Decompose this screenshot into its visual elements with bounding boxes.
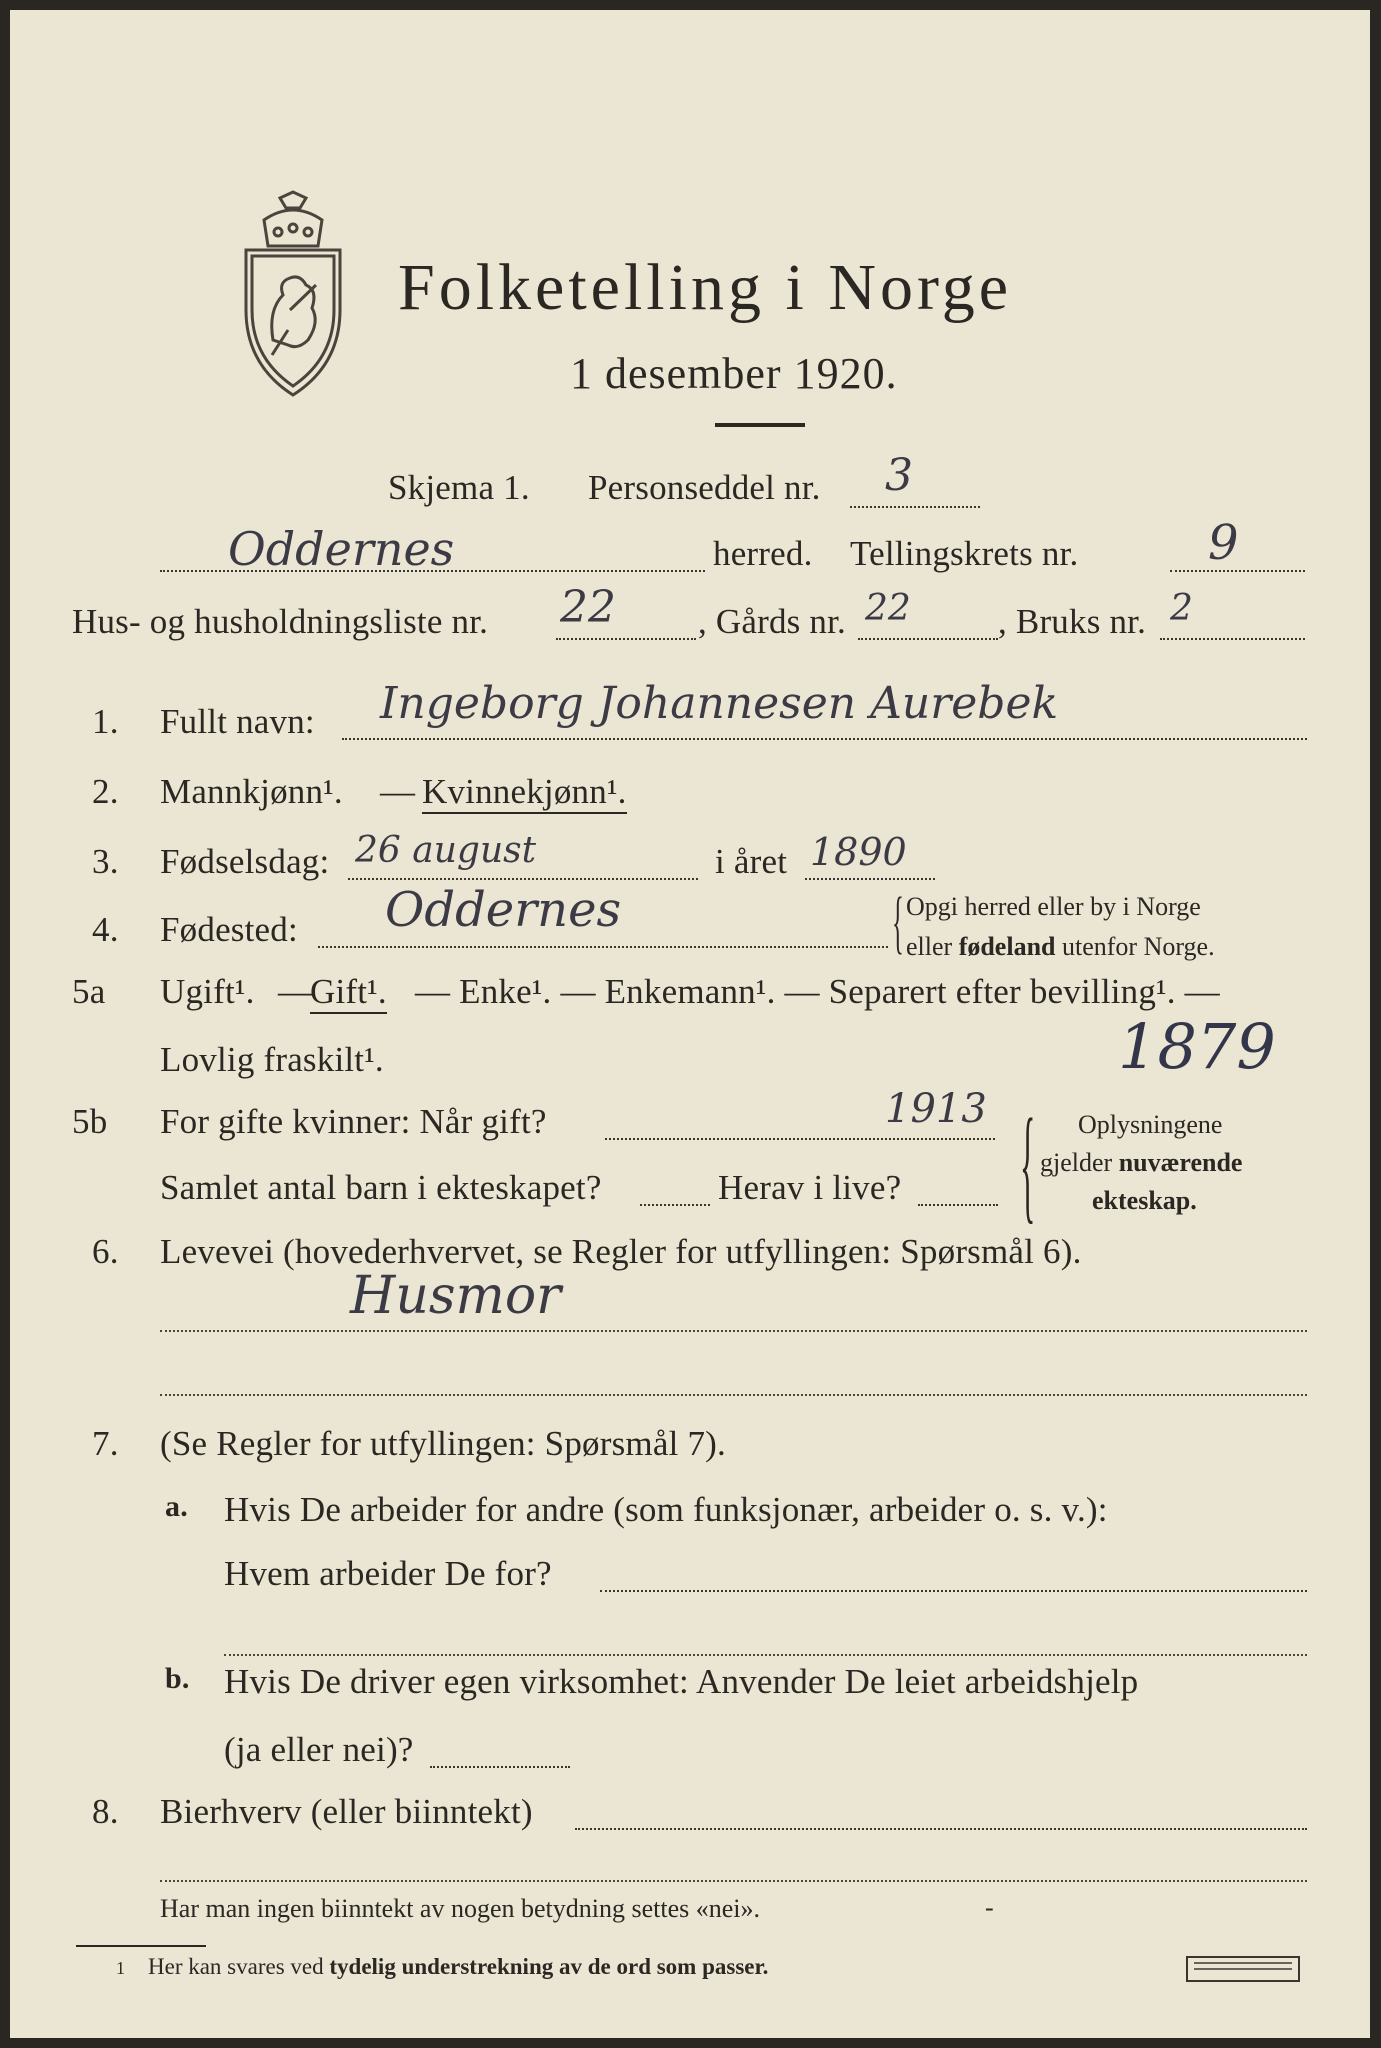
q5b-alive-label: Herav i live? [718, 1168, 902, 1207]
q7b-sub-label: (ja eller nei)? [224, 1730, 414, 1769]
q5b-note-line2: gjelder nuværende [1040, 1148, 1243, 1177]
q7b-answer-field[interactable] [430, 1766, 570, 1768]
q7b-letter: b. [165, 1662, 190, 1695]
printer-stamp-icon [1186, 1956, 1300, 1982]
bruks-value[interactable]: 2 [1170, 588, 1193, 629]
marriage-year-value[interactable]: 1913 [885, 1086, 987, 1132]
q7a-sub-label: Hvem arbeider De for? [224, 1554, 552, 1593]
herred-value[interactable]: Oddernes [228, 522, 455, 576]
gards-label: , Gårds nr. [698, 602, 847, 641]
tellingskrets-label: Tellingskrets nr. [850, 534, 1079, 573]
schema-label: Skjema 1. [388, 468, 530, 507]
q3-number: 3. [92, 842, 119, 881]
q5b-note-line3: ekteskap. [1092, 1186, 1197, 1215]
q7a-answer-field[interactable] [600, 1590, 1307, 1592]
q5b-number: 5b [72, 1102, 108, 1141]
q4-note-line2: eller fødeland utenfor Norge. [906, 932, 1215, 961]
q1-number: 1. [92, 702, 119, 741]
q4-note-line1: Opgi herred eller by i Norge [906, 892, 1201, 921]
q8-label: Bierhverv (eller biinntekt) [160, 1792, 533, 1831]
q8-answer-field[interactable] [575, 1828, 1307, 1830]
title-divider [715, 423, 805, 427]
q3-label: Fødselsdag: [160, 842, 330, 881]
birth-year-value[interactable]: 1890 [810, 830, 907, 874]
form-date: 1 desember 1920. [570, 349, 898, 398]
q3-year-label: i året [715, 842, 788, 881]
q5b-children-label: Samlet antal barn i ekteskapet? [160, 1168, 602, 1207]
q5a-fraskilt[interactable]: Lovlig fraskilt¹. [160, 1040, 384, 1079]
q5b-label: For gifte kvinner: Når gift? [160, 1102, 547, 1141]
footnote-number: 1 [116, 1958, 125, 1978]
q6-number: 6. [92, 1232, 119, 1271]
q4-brace: { [892, 884, 904, 961]
occupation-value[interactable]: Husmor [350, 1266, 561, 1326]
q5a-other-options[interactable]: — Enke¹. — Enkemann¹. — Separert efter bevilling¹. — [415, 972, 1220, 1011]
norwegian-coat-of-arms-icon [228, 190, 358, 400]
q8-note: Har man ingen biinntekt av nogen betydning settes «nei». [160, 1894, 761, 1923]
footnote-text: Her kan svares ved tydelig understrekning av de ord som passer. [148, 1954, 769, 1979]
q1-label: Fullt navn: [160, 702, 315, 741]
birthday-value[interactable]: 26 august [355, 830, 537, 871]
q5a-ugift[interactable]: Ugift¹. [160, 972, 255, 1011]
q2-number: 2. [92, 772, 119, 811]
q7a-label: Hvis De arbeider for andre (som funksjonær, arbeider o. s. v.): [224, 1490, 1108, 1529]
birthplace-value[interactable]: Oddernes [385, 882, 622, 938]
q5a-number: 5a [72, 972, 106, 1011]
herred-label: herred. [713, 534, 813, 573]
gards-value[interactable]: 22 [865, 588, 911, 629]
q4-number: 4. [92, 910, 119, 949]
husliste-label: Hus- og husholdningsliste nr. [72, 602, 489, 641]
q5a-separator: — [278, 972, 314, 1011]
q5a-note-value: 1879 [1118, 1010, 1276, 1083]
q5a-gift-selected[interactable]: Gift¹. [310, 972, 387, 1014]
q2-male[interactable]: Mannkjønn¹. [160, 772, 343, 811]
footnote-rule [76, 1945, 206, 1947]
q6-label: Levevei (hovederhvervet, se Regler for utfyllingen: Spørsmål 6). [160, 1232, 1082, 1271]
q2-female-selected[interactable]: Kvinnekjønn¹. [422, 772, 627, 814]
q8-note-dash: - [985, 1893, 994, 1922]
census-form [10, 10, 1370, 2038]
q7-label: (Se Regler for utfyllingen: Spørsmål 7). [160, 1424, 726, 1463]
q7b-label: Hvis De driver egen virksomhet: Anvender De leiet arbeidshjelp [224, 1662, 1139, 1701]
q5b-note-line1: Oplysningene [1078, 1110, 1223, 1139]
bruks-label: , Bruks nr. [998, 602, 1147, 641]
q5b-brace: { [1020, 1093, 1036, 1235]
q8-number: 8. [92, 1792, 119, 1831]
personseddel-value[interactable]: 3 [885, 450, 913, 501]
q4-label: Fødested: [160, 910, 298, 949]
husliste-value[interactable]: 22 [560, 582, 616, 633]
personseddel-label: Personseddel nr. [588, 468, 821, 507]
full-name-value[interactable]: Ingeborg Johannesen Aurebek [380, 678, 1059, 729]
form-title: Folketelling i Norge [398, 251, 1013, 324]
tellingskrets-value[interactable]: 9 [1208, 515, 1239, 571]
q2-separator: — [380, 772, 416, 811]
q7-number: 7. [92, 1424, 119, 1463]
q7a-letter: a. [165, 1490, 188, 1523]
